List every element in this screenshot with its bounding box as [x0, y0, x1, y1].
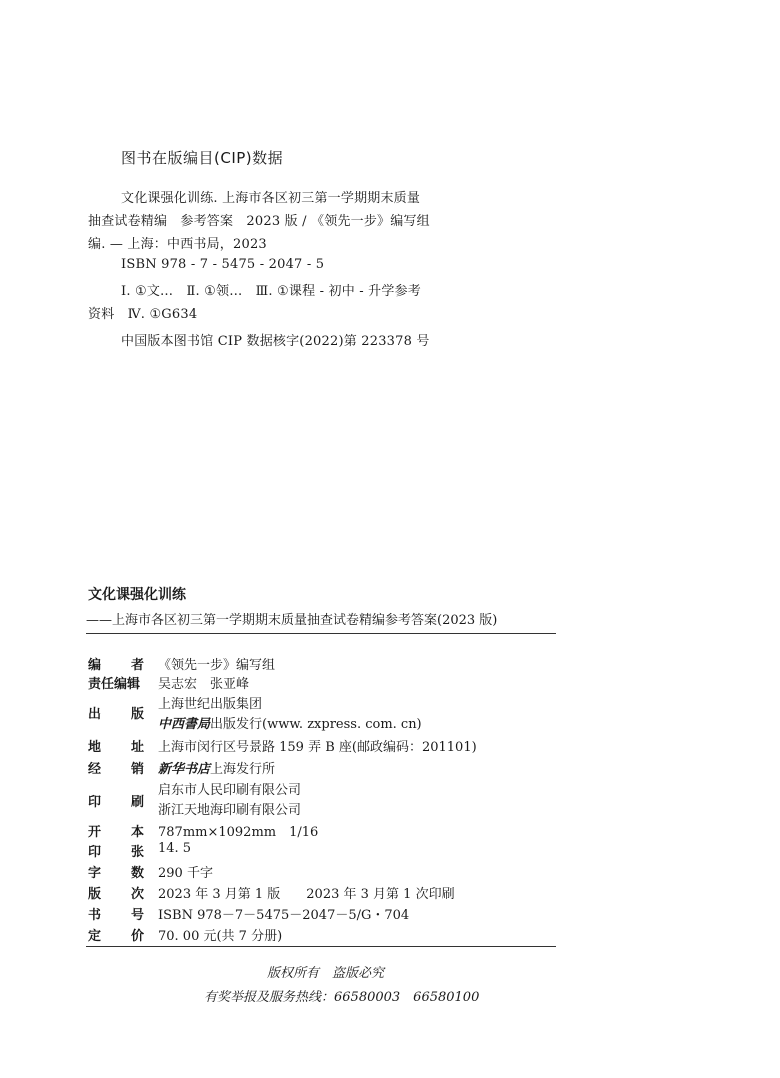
book-subtitle: ——上海市各区初三第一学期期末质量抽查试卷精编参考答案(2023 版) [86, 613, 498, 628]
label: 书 号 [88, 908, 144, 923]
sheets-value: 14. 5 [158, 841, 192, 856]
label: 开 本 [88, 825, 144, 840]
cip-line: 资料 Ⅳ. ①G634 [88, 307, 198, 322]
cip-record-number: 中国版本图书馆 CIP 数据核字(2022)第 223378 号 [121, 334, 430, 349]
edition-value: 2023 年 3 月第 1 版 2023 年 3 月第 1 次印刷 [158, 887, 455, 902]
words-value: 290 千字 [158, 866, 213, 881]
publisher-group: 上海世纪出版集团 [158, 697, 263, 712]
distributor-value: 新华书店上海发行所 [158, 762, 276, 777]
show-through-text [560, 410, 596, 461]
label: 出 版 [88, 707, 144, 722]
distributor-logo: 新华书店 [158, 762, 211, 777]
label: 印 刷 [88, 795, 144, 810]
editors-value: 吴志宏 张亚峰 [158, 677, 250, 692]
label: 地 址 [88, 740, 144, 755]
printer-value: 浙江天地海印刷有限公司 [158, 803, 302, 818]
author-value: 《领先一步》编写组 [158, 658, 276, 673]
hotline: 有奖举报及服务热线：66580003 66580100 [204, 990, 480, 1005]
printer-value: 启东市人民印刷有限公司 [158, 783, 302, 798]
divider [86, 633, 556, 634]
cip-isbn: ISBN 978 - 7 - 5475 - 2047 - 5 [121, 257, 325, 272]
label: 字 数 [88, 866, 144, 881]
label: 印 张 [88, 845, 144, 860]
publisher-line: 中西書局出版发行(www. zxpress. com. cn) [158, 717, 422, 732]
label: 版 次 [88, 887, 144, 902]
label: 编 者 [88, 658, 144, 673]
cip-line: 编. — 上海：中西书局，2023 [88, 237, 267, 252]
label: 经 销 [88, 762, 144, 777]
cip-line: 抽查试卷精编 参考答案 2023 版 / 《领先一步》编写组 [88, 214, 430, 229]
divider [86, 946, 556, 947]
cip-title: 图书在版编目(CIP)数据 [121, 149, 284, 167]
cip-line: 文化课强化训练. 上海市各区初三第一学期期末质量 [121, 191, 421, 206]
address-value: 上海市闵行区号景路 159 弄 B 座(邮政编码：201101) [158, 740, 477, 755]
publisher-logo: 中西書局 [158, 717, 211, 732]
cip-line: Ⅰ. ①文… Ⅱ. ①领… Ⅲ. ①课程 - 初中 - 升学参考 [121, 284, 421, 299]
book-title: 文化课强化训练 [88, 587, 186, 603]
isbn-value: ISBN 978－7－5475－2047－5/G・704 [158, 908, 410, 923]
price-value: 70. 00 元(共 7 分册) [158, 929, 283, 944]
label: 责任编辑 [88, 677, 141, 692]
copyright-notice: 版权所有 盗版必究 [267, 966, 385, 981]
format-value: 787mm×1092mm 1/16 [158, 825, 319, 840]
label: 定 价 [88, 929, 144, 944]
